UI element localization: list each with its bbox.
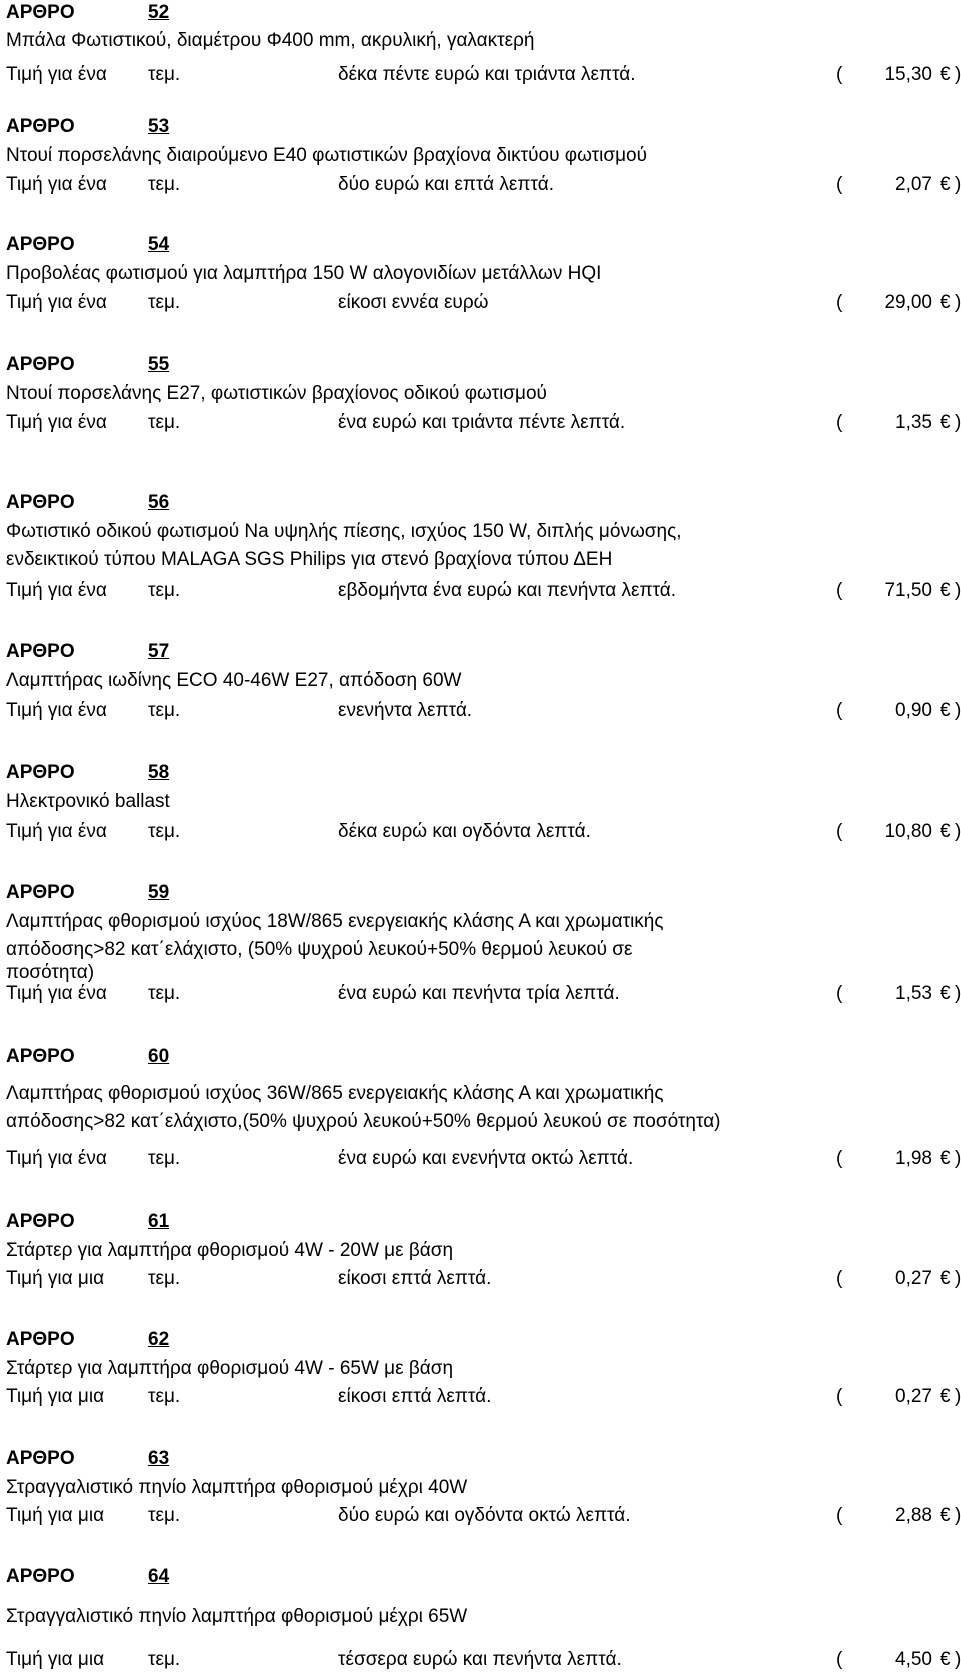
price-in-words: τέσσερα ευρώ και πενήντα λεπτά. (338, 1649, 622, 1670)
price-prefix: Τιμή για ένα (6, 821, 107, 842)
article-description-line: ενδεικτικού τύπου MALAGA SGS Philips για στενό βραχίονα τύπου ΔΕΗ (6, 549, 613, 570)
article-number: 53 (148, 116, 170, 137)
open-paren: ( (836, 64, 843, 85)
price-prefix: Τιμή για μια (6, 1649, 105, 1670)
euro-sign: € (940, 1148, 951, 1169)
close-paren: ) (955, 1386, 961, 1407)
price-prefix: Τιμή για μια (6, 1386, 105, 1407)
price-value: 4,50 (895, 1649, 932, 1670)
euro-sign: € (940, 580, 951, 601)
article-label: ΑΡΘΡΟ (6, 116, 75, 137)
euro-sign: € (940, 412, 951, 433)
article-number: 57 (148, 641, 170, 662)
price-prefix: Τιμή για μια (6, 1505, 105, 1526)
price-value: 10,80 (884, 821, 932, 842)
article-description-line: Μπάλα Φωτιστικού, διαμέτρου Φ400 mm, ακρυλική, γαλακτερή (6, 30, 535, 51)
article-number: 55 (148, 354, 170, 375)
euro-sign: € (940, 174, 951, 195)
close-paren: ) (955, 983, 961, 1004)
article-number: 63 (148, 1448, 170, 1469)
unit-label: τεμ. (148, 580, 181, 601)
article-label: ΑΡΘΡΟ (6, 492, 75, 513)
euro-sign: € (940, 292, 951, 313)
unit-label: τεμ. (148, 700, 181, 721)
open-paren: ( (836, 1386, 843, 1407)
euro-sign: € (940, 1505, 951, 1526)
euro-sign: € (940, 821, 951, 842)
price-prefix: Τιμή για μια (6, 1268, 105, 1289)
article-description-line: Ντουί πορσελάνης Ε27, φωτιστικών βραχίονος οδικού φωτισμού (6, 383, 547, 404)
article-label: ΑΡΘΡΟ (6, 1046, 75, 1067)
euro-sign: € (940, 983, 951, 1004)
price-in-words: ένα ευρώ και ενενήντα οκτώ λεπτά. (338, 1148, 634, 1169)
unit-label: τεμ. (148, 1268, 181, 1289)
price-prefix: Τιμή για ένα (6, 1148, 107, 1169)
unit-label: τεμ. (148, 1148, 181, 1169)
close-paren: ) (955, 292, 961, 313)
price-value: 15,30 (884, 64, 932, 85)
price-value: 0,90 (895, 700, 932, 721)
close-paren: ) (955, 174, 961, 195)
article-number: 61 (148, 1211, 170, 1232)
price-prefix: Τιμή για ένα (6, 983, 107, 1004)
price-value: 1,98 (895, 1148, 932, 1169)
unit-label: τεμ. (148, 983, 181, 1004)
article-description-line: Ηλεκτρονικό ballast (6, 791, 170, 812)
article-description-line: ποσότητα) (6, 962, 95, 983)
unit-label: τεμ. (148, 1386, 181, 1407)
price-value: 1,35 (895, 412, 932, 433)
price-value: 0,27 (895, 1386, 932, 1407)
euro-sign: € (940, 64, 951, 85)
article-number: 58 (148, 762, 170, 783)
close-paren: ) (955, 1268, 961, 1289)
price-prefix: Τιμή για ένα (6, 700, 107, 721)
price-in-words: δύο ευρώ και ογδόντα οκτώ λεπτά. (338, 1505, 631, 1526)
article-number: 60 (148, 1046, 170, 1067)
price-in-words: εβδομήντα ένα ευρώ και πενήντα λεπτά. (338, 580, 677, 601)
article-number: 64 (148, 1566, 170, 1587)
close-paren: ) (955, 580, 961, 601)
price-value: 2,07 (895, 174, 932, 195)
price-in-words: δέκα ευρώ και ογδόντα λεπτά. (338, 821, 591, 842)
article-number: 52 (148, 2, 170, 23)
article-label: ΑΡΘΡΟ (6, 354, 75, 375)
close-paren: ) (955, 1148, 961, 1169)
price-value: 1,53 (895, 983, 932, 1004)
price-in-words: ένα ευρώ και πενήντα τρία λεπτά. (338, 983, 620, 1004)
article-description-line: Στραγγαλιστικό πηνίο λαμπτήρα φθορισμού μέχρι 65W (6, 1606, 468, 1627)
price-value: 0,27 (895, 1268, 932, 1289)
open-paren: ( (836, 174, 843, 195)
open-paren: ( (836, 700, 843, 721)
price-prefix: Τιμή για ένα (6, 580, 107, 601)
price-in-words: ένα ευρώ και τριάντα πέντε λεπτά. (338, 412, 626, 433)
price-prefix: Τιμή για ένα (6, 292, 107, 313)
article-number: 62 (148, 1329, 170, 1350)
article-description-line: Λαμπτήρας φθορισμού ισχύος 36W/865 ενεργειακής κλάσης Α και χρωματικής (6, 1083, 664, 1104)
price-in-words: είκοσι επτά λεπτά. (338, 1268, 492, 1289)
price-value: 71,50 (884, 580, 932, 601)
unit-label: τεμ. (148, 1649, 181, 1670)
price-prefix: Τιμή για ένα (6, 412, 107, 433)
article-label: ΑΡΘΡΟ (6, 1566, 75, 1587)
article-label: ΑΡΘΡΟ (6, 762, 75, 783)
unit-label: τεμ. (148, 64, 181, 85)
article-description-line: Λαμπτήρας φθορισμού ισχύος 18W/865 ενεργειακής κλάσης Α και χρωματικής (6, 911, 664, 932)
close-paren: ) (955, 412, 961, 433)
close-paren: ) (955, 64, 961, 85)
article-description-line: Ντουί πορσελάνης διαιρούμενο Ε40 φωτιστικών βραχίονα δικτύου φωτισμού (6, 145, 648, 166)
article-number: 59 (148, 882, 170, 903)
open-paren: ( (836, 412, 843, 433)
unit-label: τεμ. (148, 821, 181, 842)
open-paren: ( (836, 292, 843, 313)
price-value: 29,00 (884, 292, 932, 313)
open-paren: ( (836, 580, 843, 601)
article-description-line: απόδοσης>82 κατ΄ελάχιστο,(50% ψυχρού λευκού+50% θερμού λευκού σε ποσότητα) (6, 1111, 721, 1132)
euro-sign: € (940, 700, 951, 721)
open-paren: ( (836, 821, 843, 842)
unit-label: τεμ. (148, 292, 181, 313)
open-paren: ( (836, 1649, 843, 1670)
open-paren: ( (836, 983, 843, 1004)
article-description-line: Στάρτερ για λαμπτήρα φθορισμού 4W - 65W με βάση (6, 1358, 454, 1379)
price-in-words: δέκα πέντε ευρώ και τριάντα λεπτά. (338, 64, 636, 85)
close-paren: ) (955, 1649, 961, 1670)
euro-sign: € (940, 1649, 951, 1670)
close-paren: ) (955, 700, 961, 721)
price-in-words: δύο ευρώ και επτά λεπτά. (338, 174, 555, 195)
price-in-words: ενενήντα λεπτά. (338, 700, 473, 721)
open-paren: ( (836, 1268, 843, 1289)
unit-label: τεμ. (148, 1505, 181, 1526)
article-description-line: Φωτιστικό οδικού φωτισμού Na υψηλής πίεσης, ισχύος 150 W, διπλής μόνωσης, (6, 521, 682, 542)
article-description-line: Προβολέας φωτισμού για λαμπτήρα 150 W αλογονιδίων μετάλλων HQI (6, 263, 602, 284)
article-description-line: Στάρτερ για λαμπτήρα φθορισμού 4W - 20W με βάση (6, 1240, 454, 1261)
close-paren: ) (955, 1505, 961, 1526)
unit-label: τεμ. (148, 174, 181, 195)
price-prefix: Τιμή για ένα (6, 64, 107, 85)
article-label: ΑΡΘΡΟ (6, 2, 75, 23)
article-description-line: Λαμπτήρας ιωδίνης ECO 40-46W E27, απόδοση 60W (6, 670, 462, 691)
euro-sign: € (940, 1386, 951, 1407)
article-label: ΑΡΘΡΟ (6, 234, 75, 255)
article-label: ΑΡΘΡΟ (6, 1211, 75, 1232)
article-description-line: Στραγγαλιστικό πηνίο λαμπτήρα φθορισμού μέχρι 40W (6, 1477, 468, 1498)
open-paren: ( (836, 1505, 843, 1526)
unit-label: τεμ. (148, 412, 181, 433)
euro-sign: € (940, 1268, 951, 1289)
article-label: ΑΡΘΡΟ (6, 1448, 75, 1469)
price-prefix: Τιμή για ένα (6, 174, 107, 195)
price-in-words: είκοσι εννέα ευρώ (338, 292, 489, 313)
price-value: 2,88 (895, 1505, 932, 1526)
article-number: 54 (148, 234, 170, 255)
article-label: ΑΡΘΡΟ (6, 882, 75, 903)
price-in-words: είκοσι επτά λεπτά. (338, 1386, 492, 1407)
article-number: 56 (148, 492, 170, 513)
open-paren: ( (836, 1148, 843, 1169)
article-description-line: απόδοσης>82 κατ΄ελάχιστο, (50% ψυχρού λευκού+50% θερμού λευκού σε (6, 939, 633, 960)
article-label: ΑΡΘΡΟ (6, 1329, 75, 1350)
close-paren: ) (955, 821, 961, 842)
article-label: ΑΡΘΡΟ (6, 641, 75, 662)
